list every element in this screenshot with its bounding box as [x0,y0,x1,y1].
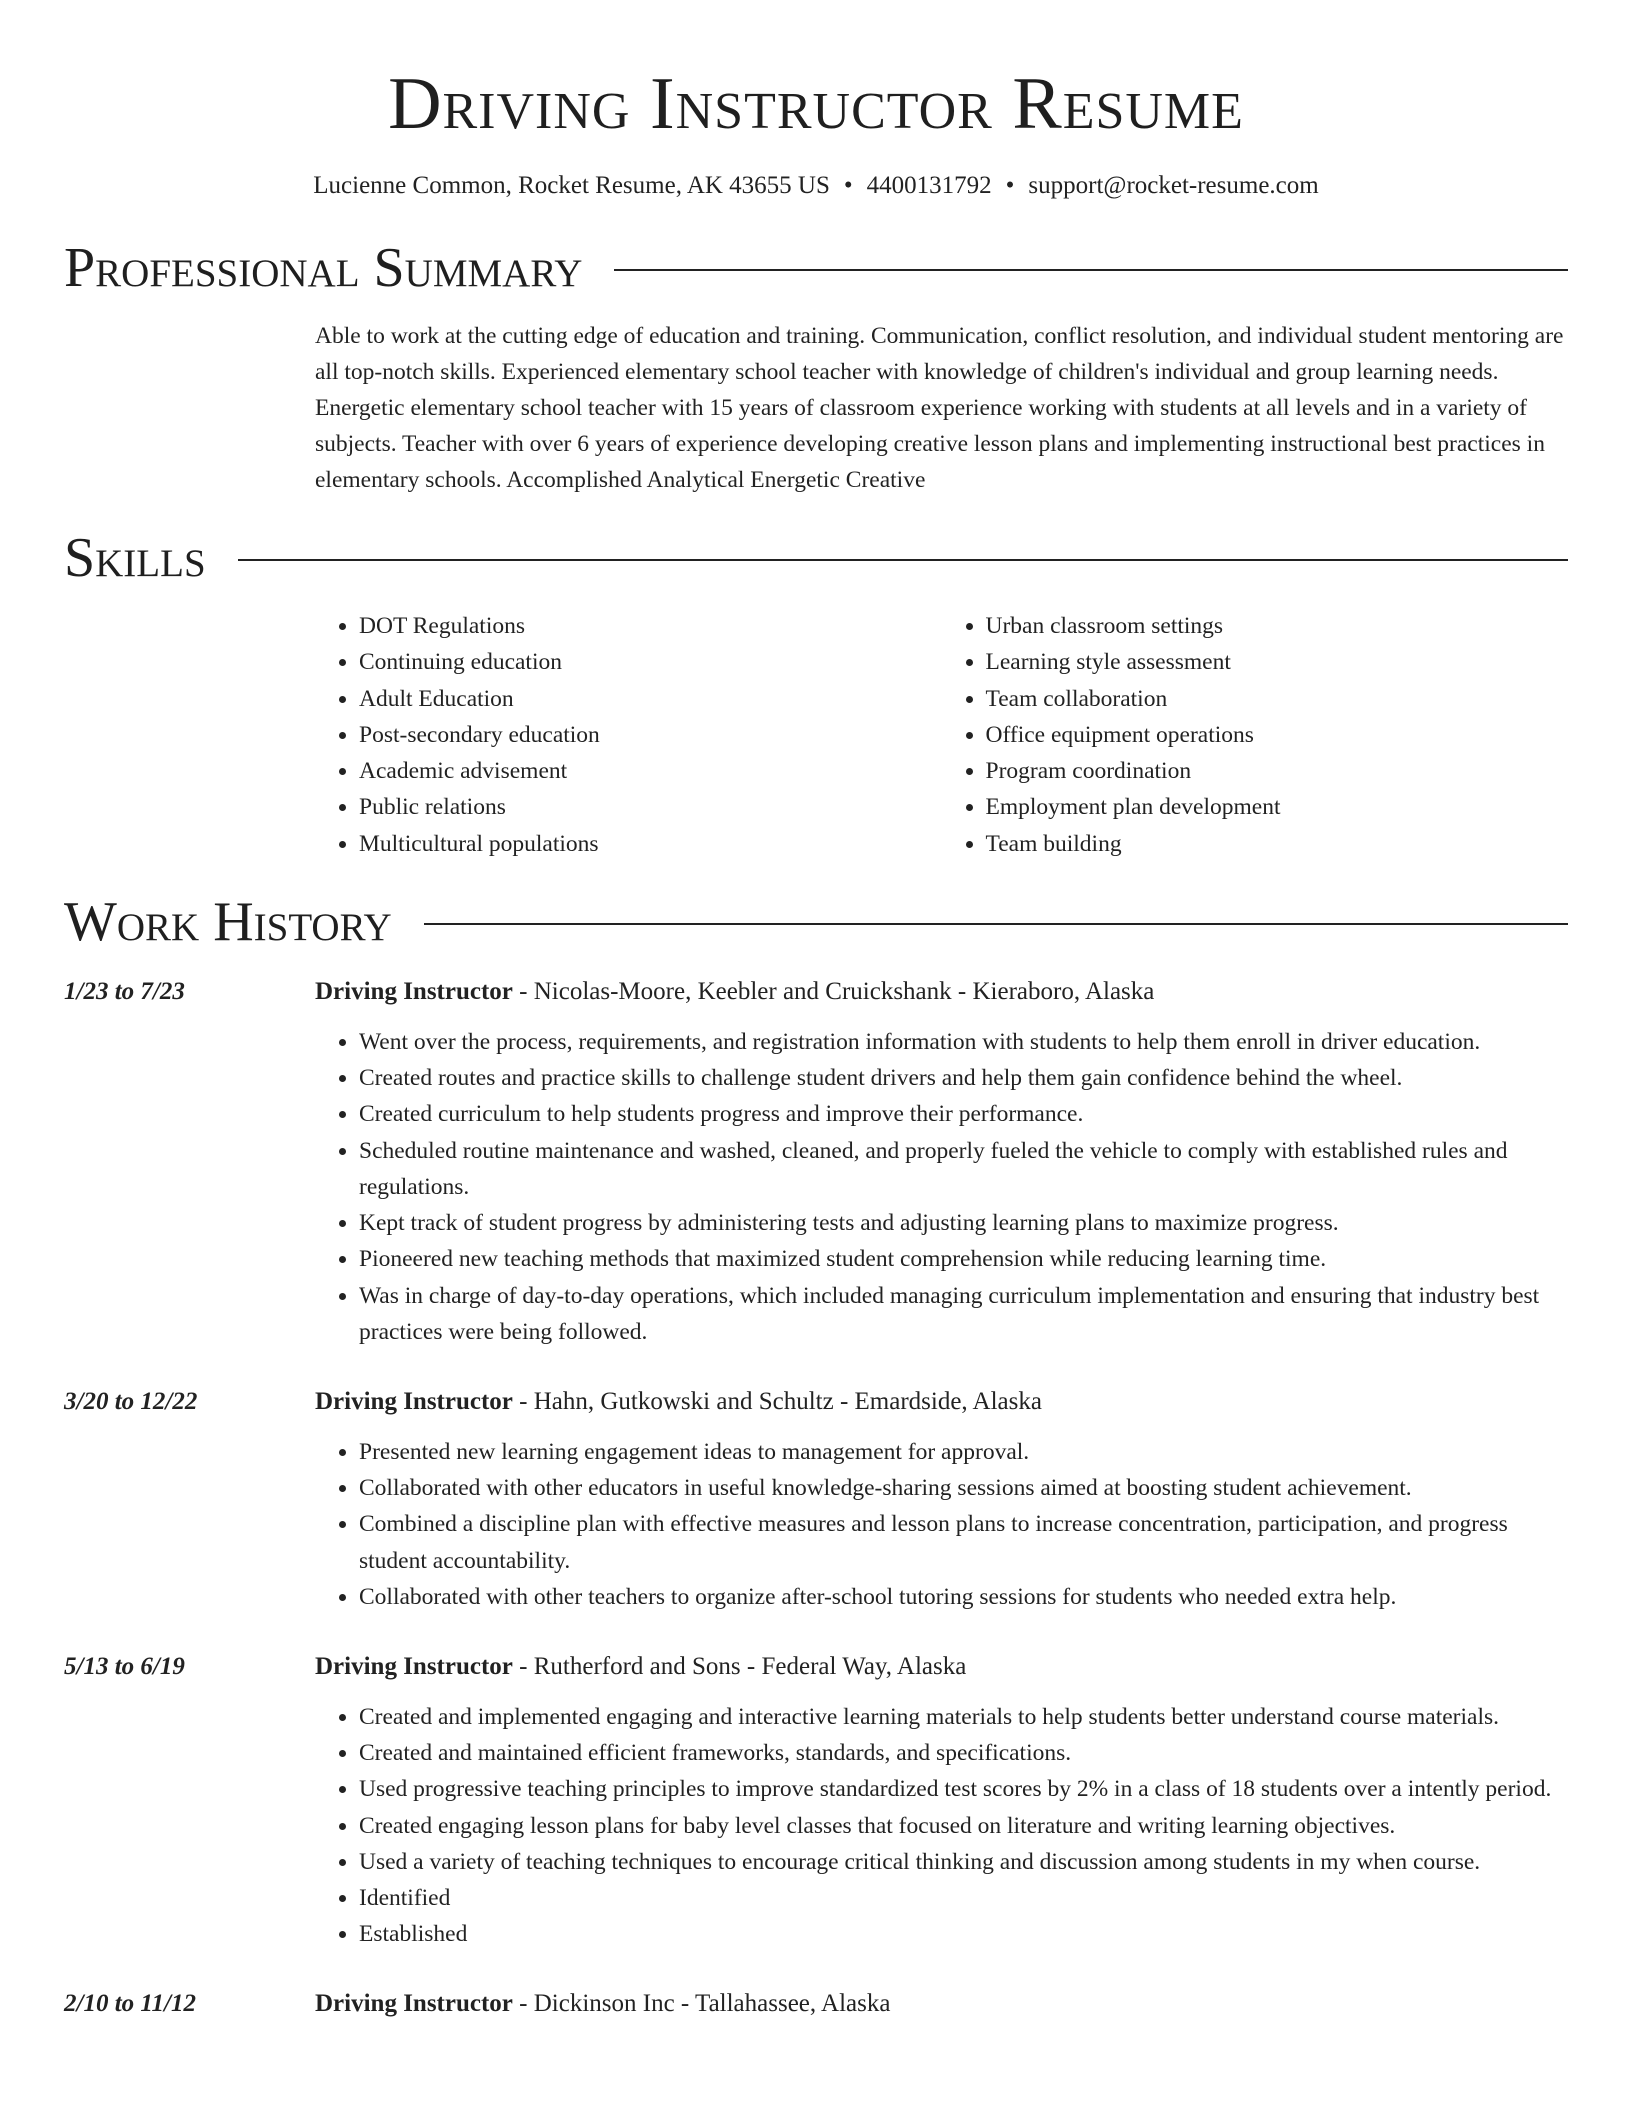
job-bullet: • Used progressive teaching principles to improve standardized test scores by 2% in a class of 18 students over a intently period. [359,1771,1568,1807]
skill-item: • Multicultural populations [359,826,942,862]
job-title: Driving Instructor [315,1387,513,1415]
skill-item: • Team building [986,826,1569,862]
skill-item: • Team collaboration [986,681,1569,717]
job-heading [315,1649,1568,1685]
contact-separator: • [1005,172,1015,199]
summary-section-title: Professional Summary [64,237,583,299]
section-divider [424,923,1568,925]
job-bullet: • Presented new learning engagement ideas to management for approval. [359,1434,1568,1470]
job-entry [64,974,1568,1350]
job-title: Driving Instructor [315,978,513,1006]
job-details [315,1384,1568,1615]
skill-item: • Public relations [359,789,942,825]
job-employer: - Nicolas-Moore, Keebler and Cruickshank - Kieraboro, Alaska [512,978,1155,1006]
job-bullet: • Went over the process, requirements, and registration information with students to help them enroll in driver education. [359,1024,1568,1060]
job-title: Driving Instructor [315,1990,513,2018]
section-divider [614,269,1568,271]
work-history-list [64,974,1568,2022]
work-section-header [64,892,1568,952]
contact-email: support@rocket-resume.com [1028,172,1319,199]
job-bullet: • Created curriculum to help students progress and improve their performance. [359,1096,1568,1132]
job-bullet: • Collaborated with other teachers to organize after-school tutoring sessions for students who needed extra help. [359,1579,1568,1615]
skills-section-header [64,528,1568,588]
skill-item: • Employment plan development [986,789,1569,825]
job-bullet: • Scheduled routine maintenance and washed, cleaned, and properly fueled the vehicle to comply with established rules and regulations. [359,1133,1568,1205]
job-bullet: • Established [359,1916,1568,1952]
job-details [315,1649,1568,1952]
skill-item: • DOT Regulations [359,608,942,644]
skill-item: • Academic advisement [359,753,942,789]
job-bullet: • Kept track of student progress by administering tests and adjusting learning plans to maximize progress. [359,1205,1568,1241]
skills-list-right [942,608,1569,862]
job-bullet-list [315,1699,1568,1952]
job-bullet: • Identified [359,1880,1568,1916]
summary-section-header [64,238,1568,298]
job-bullet-list [315,1434,1568,1615]
contact-separator: • [843,172,853,199]
job-title: Driving Instructor [315,1652,513,1680]
job-bullet: • Created and maintained efficient frameworks, standards, and specifications. [359,1735,1568,1771]
job-heading [315,974,1568,1010]
job-entry [64,1384,1568,1615]
job-details [315,1986,1568,2022]
job-details [315,974,1568,1350]
job-entry [64,1649,1568,1952]
contact-phone: 4400131792 [866,172,992,199]
skill-item: • Learning style assessment [986,644,1569,680]
work-section-title: Work History [64,891,392,954]
skill-item: • Post-secondary education [359,717,942,753]
job-dates: 3/20 to 12/22 [64,1387,198,1415]
job-bullet: • Created and implemented engaging and interactive learning materials to help students better understand course materials. [359,1699,1568,1735]
job-bullet: • Created engaging lesson plans for baby level classes that focused on literature and writing learning objectives. [359,1808,1568,1844]
job-heading [315,1384,1568,1420]
contact-address: Lucienne Common, Rocket Resume, AK 43655 US [313,172,830,199]
skill-item: • Adult Education [359,681,942,717]
section-divider [238,559,1568,561]
skills-list-left [315,608,942,862]
job-entry [64,1986,1568,2022]
summary-text: Able to work at the cutting edge of education and training. Communication, conflict resolution, and individual student mentoring are all top-notch skills. Experienced elementary school teacher with knowledge of children's individual and group learning needs. Energetic elementary school teacher with 15 years of classroom experience working with students at all levels and in a variety of subjects. Teacher with over 6 years of experience developing creative lesson plans and implementing instructional best practices in elementary schools. Accomplished Analytical Energetic Creative [315,323,1564,493]
skill-item: • Urban classroom settings [986,608,1569,644]
skill-item: • Program coordination [986,753,1569,789]
skills-columns [315,608,1568,862]
job-bullet: • Created routes and practice skills to challenge student drivers and help them gain confidence behind the wheel. [359,1060,1568,1096]
job-bullet: • Used a variety of teaching techniques to encourage critical thinking and discussion among students in my when course. [359,1844,1568,1880]
job-employer: - Dickinson Inc - Tallahassee, Alaska [512,1990,891,2018]
job-dates: 5/13 to 6/19 [64,1652,185,1680]
job-heading [315,1986,1568,2022]
job-bullet: • Combined a discipline plan with effective measures and lesson plans to increase concentration, participation, and progress student accountability. [359,1506,1568,1578]
job-bullet: • Was in charge of day-to-day operations, which included managing curriculum implementation and ensuring that industry best practices were being followed. [359,1278,1568,1350]
job-bullet-list [315,1024,1568,1350]
skill-item: • Office equipment operations [986,717,1569,753]
job-dates: 1/23 to 7/23 [64,978,185,1006]
job-dates: 2/10 to 11/12 [64,1990,196,2018]
job-employer: - Hahn, Gutkowski and Schultz - Emardside, Alaska [512,1387,1042,1415]
job-employer: - Rutherford and Sons - Federal Way, Alaska [512,1652,967,1680]
skill-item: • Continuing education [359,644,942,680]
resume-title: Driving Instructor Resume [388,63,1244,145]
contact-line [64,172,1568,200]
job-bullet: • Pioneered new teaching methods that maximized student comprehension while reducing learning time. [359,1241,1568,1277]
skills-section-title: Skills [64,527,206,589]
job-bullet: • Collaborated with other educators in useful knowledge-sharing sessions aimed at boosting student achievement. [359,1470,1568,1506]
